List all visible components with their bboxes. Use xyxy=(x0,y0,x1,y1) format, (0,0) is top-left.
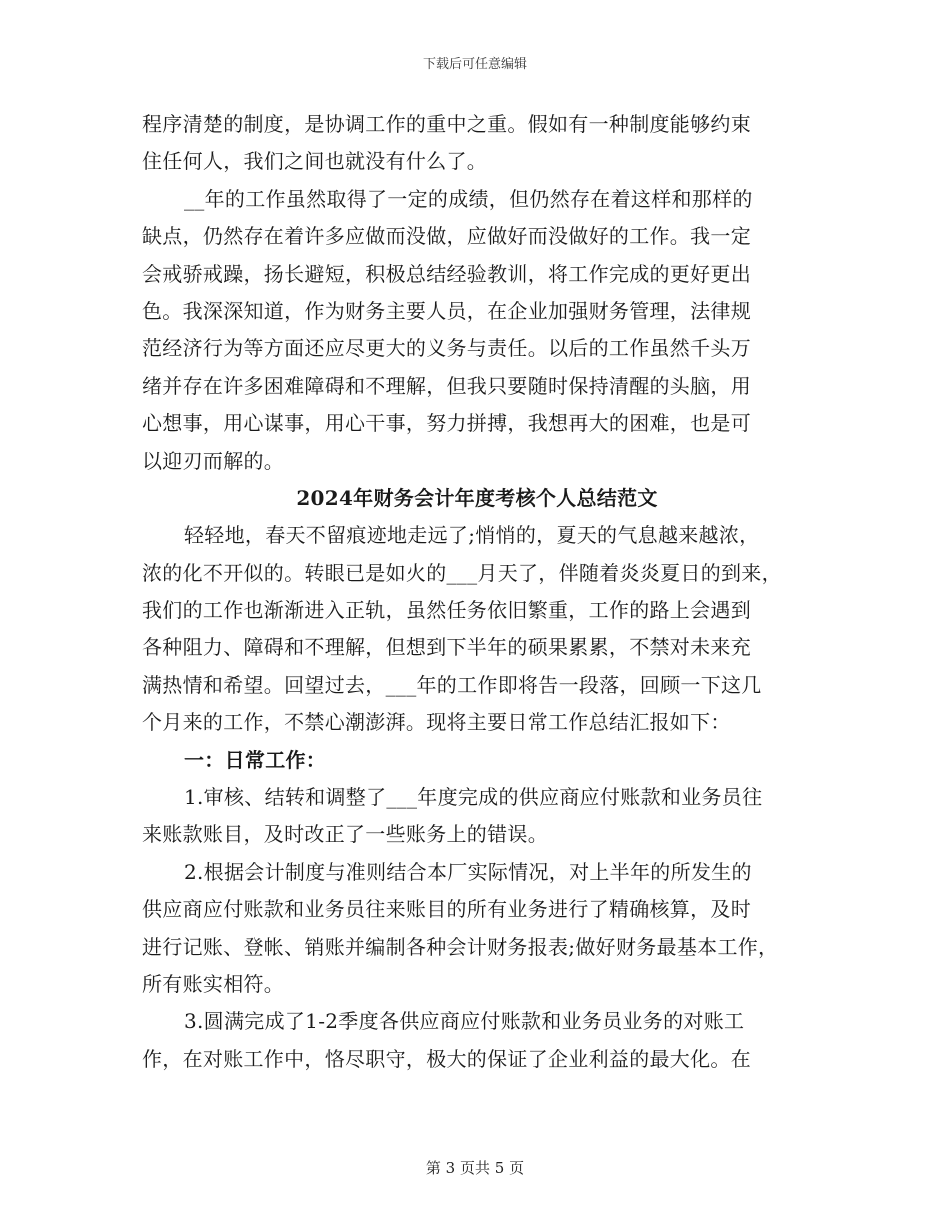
text-line: __年的工作虽然取得了一定的成绩，但仍然存在着这样和那样的 xyxy=(184,186,753,211)
document-body xyxy=(142,106,802,1078)
text-line: 各种阻力、障碍和不理解，但想到下半年的硕果累累，不禁对未来充 xyxy=(142,635,751,660)
text-line: 满热情和希望。回望过去，___年的工作即将告一段落，回顾一下这几 xyxy=(142,672,762,697)
text-line: 以迎刃而解的。 xyxy=(142,448,285,473)
text-line: 3.圆满完成了1-2季度各供应商应付账款和业务员业务的对账工 xyxy=(184,1009,745,1034)
text-line: 范经济行为等方面还应尽更大的义务与责任。以后的工作虽然千头万 xyxy=(142,336,751,361)
text-line: 个月来的工作，不禁心潮澎湃。现将主要日常工作总结汇报如下： xyxy=(142,710,731,735)
text-line: 供应商应付账款和业务员往来账目的所有业务进行了精确核算，及时 xyxy=(142,897,751,922)
text-line: 2.根据会计制度与准则结合本厂实际情况，对上半年的所发生的 xyxy=(184,859,752,884)
section-title: 2024年财务会计年度考核个人总结范文 xyxy=(296,485,658,510)
text-line: 色。我深深知道，作为财务主要人员，在企业加强财务管理，法律规 xyxy=(142,298,751,323)
text-line: 轻轻地，春天不留痕迹地走远了;悄悄的，夏天的气息越来越浓， xyxy=(184,523,760,548)
text-line: 会戒骄戒躁，扬长避短，积极总结经验教训，将工作完成的更好更出 xyxy=(142,261,751,286)
text-line: 所有账实相符。 xyxy=(142,971,285,996)
text-line: 来账款账目，及时改正了一些账务上的错误。 xyxy=(142,822,548,847)
subsection-heading: 一：日常工作： xyxy=(184,747,327,772)
text-line: 绪并存在许多困难障碍和不理解，但我只要随时保持清醒的头脑，用 xyxy=(142,373,751,398)
text-line: 缺点，仍然存在着许多应做而没做，应做好而没做好的工作。我一定 xyxy=(142,224,751,249)
text-line: 心想事，用心谋事，用心干事，努力拼搏，我想再大的困难，也是可 xyxy=(142,411,751,436)
text-line: 浓的化不开似的。转眼已是如火的___月天了，伴随着炎炎夏日的到来， xyxy=(142,560,782,585)
text-line: 进行记账、登帐、销账并编制各种会计财务报表;做好财务最基本工作， xyxy=(142,934,779,959)
text-line: 作，在对账工作中，恪尽职守，极大的保证了企业利益的最大化。在 xyxy=(142,1046,751,1071)
text-line: 程序清楚的制度，是协调工作的重中之重。假如有一种制度能够约束 xyxy=(142,112,751,136)
page-header: 下载后可任意编辑 xyxy=(422,57,527,72)
text-line: 我们的工作也渐渐进入正轨，虽然任务依旧繁重，工作的路上会遇到 xyxy=(142,598,751,623)
page-number: 第 3 页共 5 页 xyxy=(425,1159,525,1177)
text-line: 1.审核、结转和调整了___年度完成的供应商应付账款和业务员往 xyxy=(184,785,763,810)
text-line: 住任何人，我们之间也就没有什么了。 xyxy=(142,149,488,174)
